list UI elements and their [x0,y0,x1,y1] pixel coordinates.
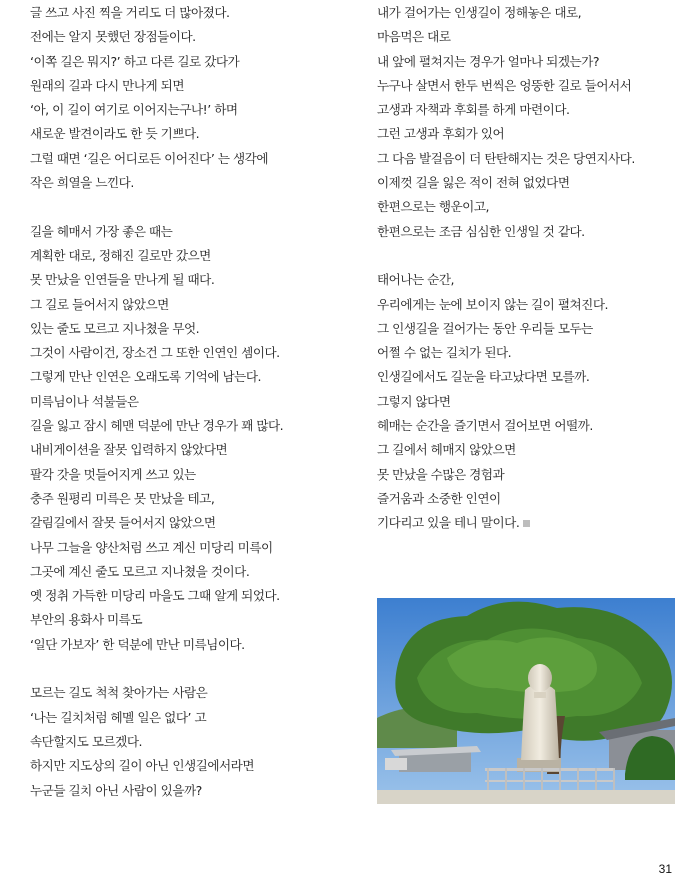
text-line [30,317,350,341]
text-line-content: 한편으로는 조금 심심한 인생일 것 같다. [377,223,585,239]
text-line [30,171,350,195]
text-line [377,147,687,171]
text-line-content: 그 길에서 헤매지 않았으면 [377,442,516,458]
text-line-content: 그 길로 들어서지 않았으면 [30,296,169,312]
text-line-content: 헤매는 순간을 즐기면서 걸어보면 어떨까. [377,418,593,434]
text-line-content: ‘이쪽 길은 뭐지?’ 하고 다른 길로 갔다가 [30,53,240,69]
text-line-content: 전에는 알지 못했던 장점들이다. [30,29,196,45]
text-line [30,147,350,171]
left-column [30,0,350,803]
text-line-content: 즐거움과 소중한 인연이 [377,490,501,506]
text-line [30,754,350,778]
text-line-content: 그렇지 않다면 [377,393,451,409]
text-line-content: ‘아, 이 길이 여기로 이어지는구나!’ 하며 [30,102,238,118]
text-line-content: ‘나는 길치처럼 헤멜 일은 없다’ 고 [30,709,207,725]
text-line [377,438,687,462]
text-line [30,633,350,657]
text-line-content: 이제껏 길을 잃은 적이 전혀 없었다면 [377,175,570,191]
text-line [377,293,687,317]
text-line [377,50,687,74]
text-line [30,98,350,122]
text-line-content: 새로운 발견이라도 한 듯 기쁘다. [30,126,200,142]
text-line-content: 그곳에 계신 줄도 모르고 지나쳤을 것이다. [30,563,250,579]
text-line-content: 작은 희열을 느낀다. [30,175,134,191]
text-line [30,50,350,74]
text-line-content: 못 만났을 인연들을 만나게 될 때다. [30,272,215,288]
page-number: 31 [658,862,672,876]
text-line-content: 내가 걸어가는 인생길이 정해놓은 대로, [377,5,582,20]
text-line-content: 누군들 길치 아닌 사람이 있을까? [30,782,202,798]
text-line [30,220,350,244]
text-line [377,220,687,244]
text-line [30,293,350,317]
text-line [30,487,350,511]
text-line-content: 마음먹은 대로 [377,29,451,45]
text-line-content: 한편으로는 행운이고, [377,199,489,215]
text-line [30,74,350,98]
text-line-content: 못 만났을 수많은 경험과 [377,466,505,482]
text-line-content: 부안의 용화사 미륵도 [30,612,142,628]
text-line [377,511,687,535]
text-line-content: 어쩔 수 없는 길치가 된다. [377,345,512,361]
text-line-content: 그 다음 발걸음이 더 탄탄해지는 것은 당연지사다. [377,150,635,166]
text-line-content: 인생길에서도 길눈을 타고났다면 모를까. [377,369,590,385]
text-line-content: 기다리고 있을 테니 말이다. [377,515,520,531]
text-line-content: ‘일단 가보자’ 한 덕분에 만난 미륵님이다. [30,636,245,652]
text-line [30,681,350,705]
text-line [377,122,687,146]
text-line [30,365,350,389]
text-line-content: 미륵님이나 석불들은 [30,393,139,409]
text-line [377,365,687,389]
text-line-content: 팔각 갓을 멋들어지게 쓰고 있는 [30,466,196,482]
text-line [30,390,350,414]
text-line [30,341,350,365]
text-line-content: 원래의 길과 다시 만나게 되면 [30,77,184,93]
paragraph-gap [30,657,350,681]
text-line [377,414,687,438]
text-line [377,74,687,98]
text-line [30,122,350,146]
text-line-content: 하지만 지도상의 길이 아닌 인생길에서라면 [30,758,254,774]
text-line [30,511,350,535]
text-line [30,730,350,754]
text-line [30,608,350,632]
text-line [30,706,350,730]
text-line [377,341,687,365]
text-line-content: 그것이 사람이건, 장소건 그 또한 인연인 셈이다. [30,345,280,361]
text-line [377,463,687,487]
text-line [377,317,687,341]
text-line [377,171,687,195]
text-line [30,244,350,268]
text-line-content: 나무 그늘을 양산처럼 쓰고 계신 미당리 미륵이 [30,539,273,555]
text-line-content: 내비게이션을 잘못 입력하지 않았다면 [30,442,228,458]
text-line [377,1,687,25]
text-line [377,25,687,49]
text-line [30,584,350,608]
text-line-content: 있는 줄도 모르고 지나쳤을 무엇. [30,320,200,336]
text-line [377,195,687,219]
text-line [30,463,350,487]
end-mark-icon [523,520,530,527]
paragraph-gap [377,244,687,268]
text-line [30,414,350,438]
text-line-content: 계획한 대로, 정해진 길로만 갔으면 [30,247,211,263]
text-line-content: 글 쓰고 사진 찍을 거리도 더 많아졌다. [30,5,230,20]
text-line [30,438,350,462]
text-line-content: 누구나 살면서 한두 번씩은 엉뚱한 길로 들어서서 [377,77,632,93]
maitreya-statue-photo [377,598,675,804]
text-line [30,779,350,803]
paragraph-gap [30,195,350,219]
text-line-content: 우리에게는 눈에 보이지 않는 길이 펼쳐진다. [377,296,608,312]
text-line [377,487,687,511]
text-line [30,268,350,292]
text-line-content: 길을 잃고 잠시 헤맨 덕분에 만난 경우가 꽤 많다. [30,418,284,434]
text-line-content: 그럴 때면 ‘길은 어디로든 이어진다’ 는 생각에 [30,150,269,166]
text-line [30,25,350,49]
text-line [30,560,350,584]
right-column [377,0,687,536]
text-line [30,536,350,560]
text-line [377,98,687,122]
text-line-content: 그 인생길을 걸어가는 동안 우리들 모두는 [377,320,593,336]
text-line-content: 내 앞에 펼쳐지는 경우가 얼마나 되겠는가? [377,53,600,69]
text-line-content: 고생과 자책과 후회를 하게 마련이다. [377,102,570,118]
text-line-content: 그렇게 만난 인연은 오래도록 기억에 남는다. [30,369,261,385]
text-line-content: 그런 고생과 후회가 있어 [377,126,505,142]
text-line-content: 태어나는 순간, [377,272,454,288]
text-line-content: 옛 정취 가득한 미당리 마을도 그때 알게 되었다. [30,588,280,604]
text-line [377,268,687,292]
text-line-content: 갈림길에서 잘못 들어서지 않았으면 [30,515,216,531]
text-line-content: 모르는 길도 척척 찾아가는 사람은 [30,685,208,701]
text-line-content: 충주 원평리 미륵은 못 만났을 테고, [30,490,215,506]
text-line [30,1,350,25]
text-line-content: 속단할지도 모르겠다. [30,733,142,749]
text-line-content: 길을 헤매서 가장 좋은 때는 [30,223,173,239]
text-line [377,390,687,414]
